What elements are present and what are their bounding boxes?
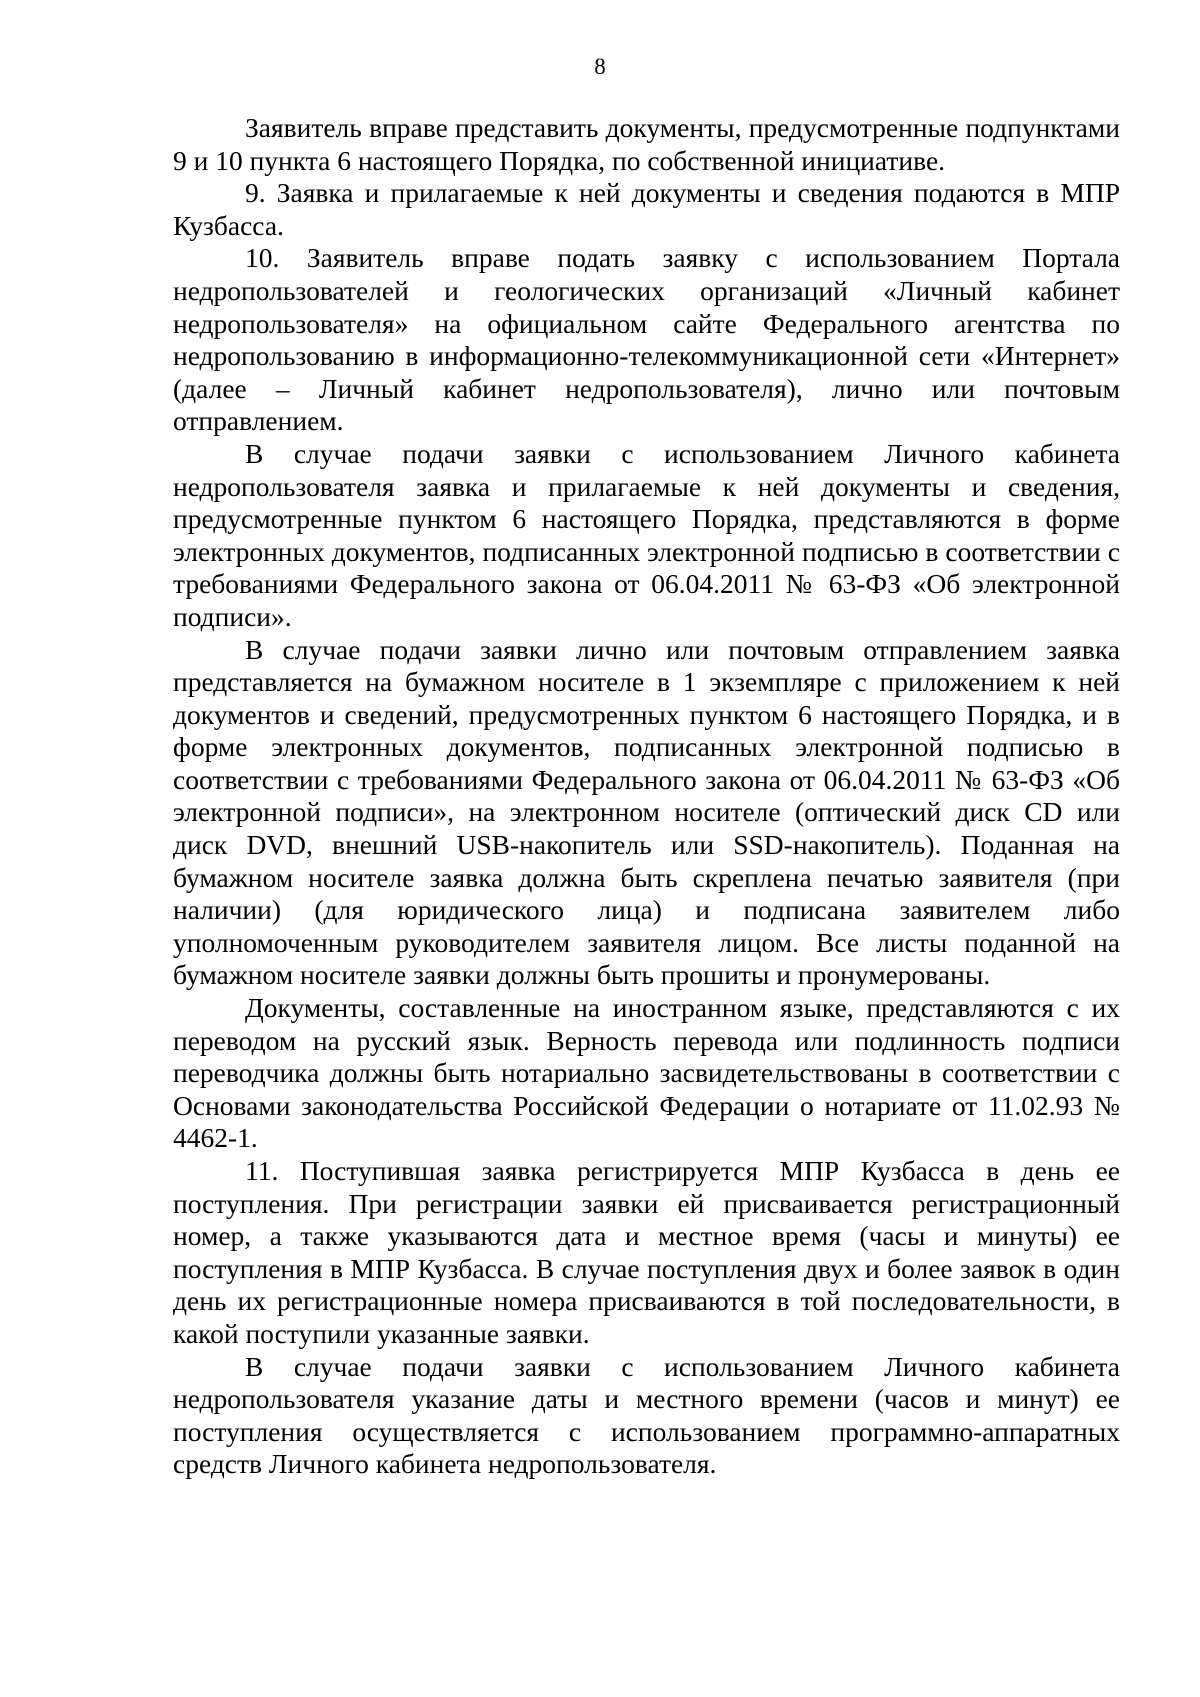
paragraph-item-9: 9. Заявка и прилагаемые к ней документы и сведения подаются в МПР Кузбасса. [173, 177, 1120, 241]
paragraph-item-11: 11. Поступившая заявка регистрируется МПР Кузбасса в день ее поступления. При регистрации заявки ей присваивается регистрационный номер, а также указываются дата и местное время (часы и минуты) ее поступления в МПР Кузбасса. В случае поступления двух и более заявок в один день их регистрационные номера присваиваются в той последовательности, в какой поступили указанные заявки. [173, 1155, 1120, 1349]
paragraph-registration-time: В случае подачи заявки с использованием Личного кабинета недропользователя указание даты и местного времени (часов и минут) ее поступления осуществляется с использованием программно-аппаратных средств Личного кабинета недропользователя. [173, 1350, 1120, 1480]
document-body [173, 112, 1120, 1481]
paragraph-electronic-submission: В случае подачи заявки с использованием Личного кабинета недропользователя заявка и прилагаемые к ней документы и сведения, предусмотренные пунктом 6 настоящего Порядка, представляются в форме электронных документов, подписанных электронной подписью в соответствии с требованиями Федерального закона от 06.04.2011 № 63-ФЗ «Об электронной подписи». [173, 437, 1120, 632]
paragraph-item-10: 10. Заявитель вправе подать заявку с использованием Портала недропользователей и геологических организаций «Личный кабинет недропользователя» на официальном сайте Федерального агентства по недропользованию в информационно-телекоммуникационной сети «Интернет» (далее – Личный кабинет недропользователя), лично или почтовым отправлением. [173, 242, 1120, 437]
paragraph-paper-submission: В случае подачи заявки лично или почтовым отправлением заявка представляется на бумажном носителе в 1 экземпляре с приложением к ней документов и сведений, предусмотренных пунктом 6 настоящего Порядка, и в форме электронных документов, подписанных электронной подписью в соответствии с требованиями Федерального закона от 06.04.2011 № 63-ФЗ «Об электронной подписи», на электронном носителе (оптический диск CD или диск DVD, внешний USB-накопитель или SSD-накопитель). Поданная на бумажном носителе заявка должна быть скреплена печатью заявителя (при наличии) (для юридического лица) и подписана заявителем либо уполномоченным руководителем заявителя лицом. Все листы поданной на бумажном носителе заявки должны быть прошиты и пронумерованы. [173, 633, 1120, 991]
paragraph-subitem-note: Заявитель вправе представить документы, предусмотренные подпунктами 9 и 10 пункта 6 настоящего Порядка, по собственной инициативе. [173, 112, 1120, 176]
page-number: 8 [594, 54, 606, 79]
paragraph-foreign-documents: Документы, составленные на иностранном языке, представляются с их переводом на русский язык. Верность перевода или подлинность подписи переводчика должны быть нотариально засвидетельствованы в соответствии с Основами законодательства Российской Федерации о нотариате от 11.02.93 № 4462-1. [173, 992, 1120, 1154]
